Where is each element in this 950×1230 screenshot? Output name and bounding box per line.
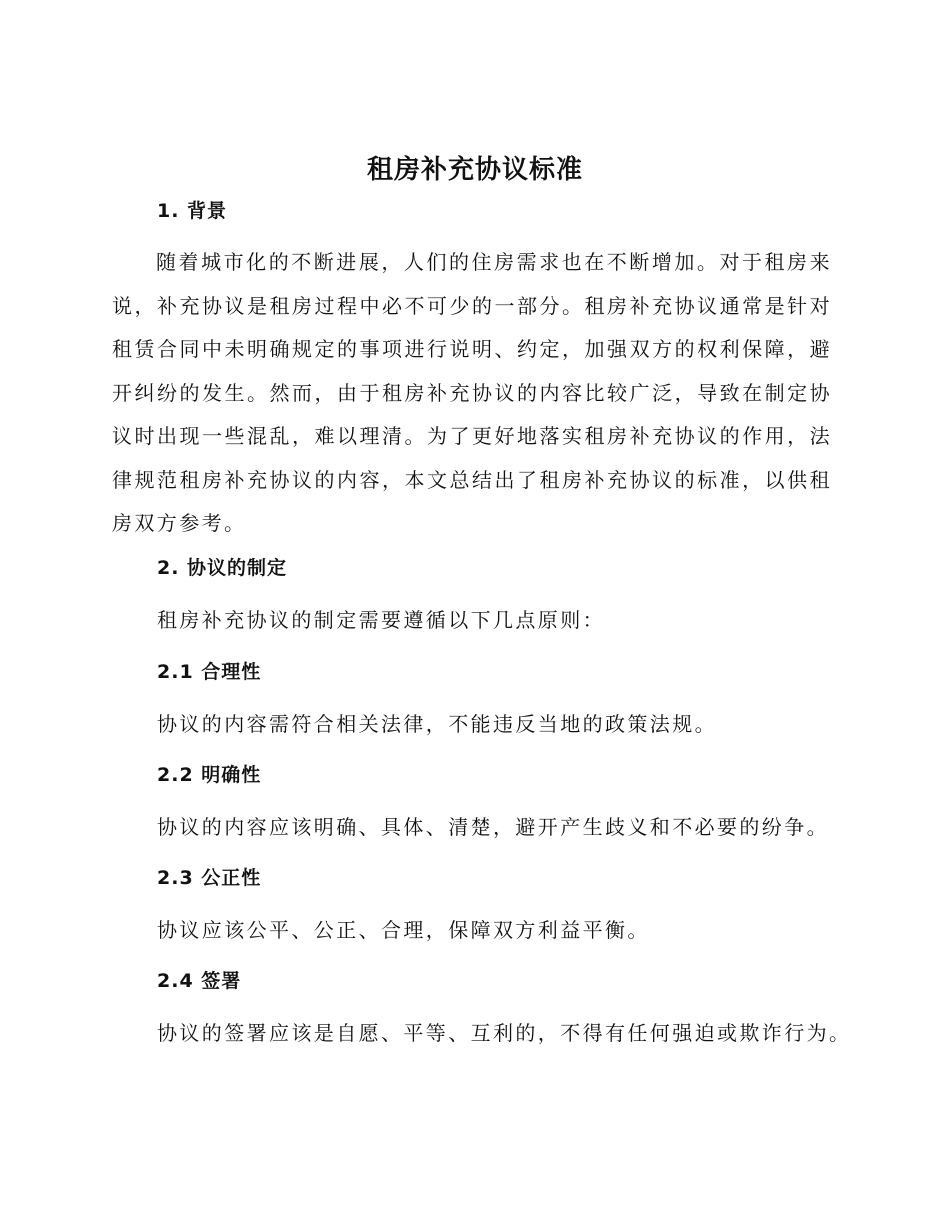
section-body-reasonableness: 协议的内容需符合相关法律，不能违反当地的政策法规。 [157, 712, 717, 736]
section-body-background: 随着城市化的不断进展，人们的住房需求也在不断增加。对于租房来说，补充协议是租房过程中必不可少的一部分。租房补充协议通常是针对租赁合同中未明确规定的事项进行说明、约定，加强双方的权利保障，避开纠纷的发生。然而，由于租房补充协议的内容比较广泛，导致在制定协议时出现一些混乱，难以理清。为了更好地落实租房补充协议的作用，法律规范租房补充协议的内容，本文总结出了租房补充协议的标准，以供租房双方参考。 [112, 250, 832, 535]
document-title: 租房补充协议标准 [366, 155, 583, 185]
section-heading-signing: 2.4 签署 [157, 970, 242, 992]
section-heading-clarity: 2.2 明确性 [157, 764, 262, 786]
section-body-agreement-drafting: 租房补充协议的制定需要遵循以下几点原则： [157, 608, 605, 632]
section-heading-agreement-drafting: 2. 协议的制定 [157, 557, 288, 579]
section-heading-reasonableness: 2.1 合理性 [157, 661, 262, 683]
section-body-clarity: 协议的内容应该明确、具体、清楚，避开产生歧义和不必要的纷争。 [157, 815, 829, 839]
section-body-fairness: 协议应该公平、公正、合理，保障双方利益平衡。 [157, 918, 650, 942]
section-heading-background: 1. 背景 [157, 200, 228, 222]
section-body-signing: 协议的签署应该是自愿、平等、互利的，不得有任何强迫或欺诈行为。 [157, 1021, 852, 1045]
section-heading-fairness: 2.3 公正性 [157, 867, 262, 889]
